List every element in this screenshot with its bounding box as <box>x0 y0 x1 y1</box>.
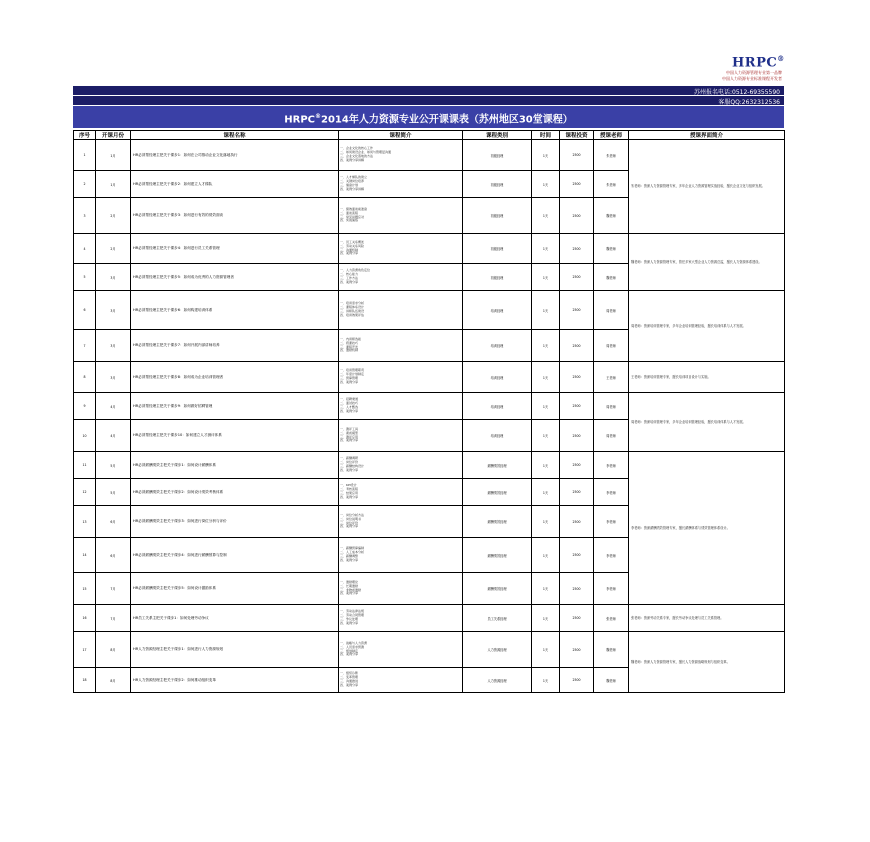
course-category: 培训经理 <box>463 393 532 420</box>
course-category: 人力资源经理 <box>463 668 532 693</box>
row-month: 7月 <box>96 605 131 632</box>
course-time: 1天 <box>532 452 560 479</box>
column-header: 授课老师 <box>594 131 629 140</box>
row-month: 6月 <box>96 538 131 573</box>
row-number: 3 <box>74 198 96 234</box>
course-teacher: 李老师 <box>594 452 629 479</box>
row-month: 7月 <box>96 573 131 605</box>
course-brief: 一、培训需求分析 二、课程体系设计 三、讲师队伍建设 四、培训效果评估 <box>339 291 463 330</box>
course-time: 1天 <box>532 330 560 362</box>
course-brief: 一、绩效面谈前准备 二、面谈流程 三、常见问题应对 四、实战演练 <box>339 198 463 234</box>
course-name: HR必须薪酬绩效主把关于课步2：如何设计绩效考核体系 <box>131 479 339 506</box>
course-time: 1天 <box>532 362 560 393</box>
course-category: 培训经理 <box>463 291 532 330</box>
course-teacher: 魏老师 <box>594 198 629 234</box>
course-teacher: 周老师 <box>594 330 629 362</box>
course-name: HR人力资源经理主把关于课步2：如何推动组织变革 <box>131 668 339 693</box>
course-name: HR必须帮经理主把关于课步8：如何成为企业培训管理者 <box>131 362 339 393</box>
page-title: HRPC®2014年人力资源专业公开课课表（苏州地区30堂课程） <box>73 106 784 128</box>
column-header: 开课月份 <box>96 131 131 140</box>
course-category: 薪酬绩效经理 <box>463 538 532 573</box>
course-brief: 一、内训师选拔 二、授课技巧 三、课程开发 四、激励机制 <box>339 330 463 362</box>
table-row <box>74 291 785 330</box>
course-time: 1天 <box>532 234 560 264</box>
teacher-intro: 周老师：资深培训管理专家，多年企业培训管理经验，擅长培训体系与人才发展。 <box>629 393 785 452</box>
course-name: HR员工关系主把关于课步1：如何处理劳动争议 <box>131 605 339 632</box>
course-brief: 一、测评工具 二、素质模型 三、测评应用 四、案例分享 <box>339 420 463 452</box>
contact-bar-qq <box>73 96 784 105</box>
row-month: 1月 <box>96 140 131 171</box>
course-name: HR必须帮经理主把关于课步5：如何成为优秀的人力资源管理者 <box>131 264 339 291</box>
course-brief: 一、薪酬预算编制 二、人工成本分析 三、薪酬调整 四、案例分享 <box>339 538 463 573</box>
teacher-intro: 王老师：资深培训管理专家，擅长培训项目设计与实施。 <box>629 362 785 393</box>
course-brief: 一、员工关系概述 二、劳动关系风险 三、沟通机制 四、案例分享 <box>339 234 463 264</box>
course-teacher: 李老师 <box>594 506 629 538</box>
course-fee: 2500 <box>560 171 594 198</box>
contact-qq: 客服QQ:2632312536 <box>718 99 780 106</box>
table-row <box>74 234 785 264</box>
column-header: 课程投资 <box>560 131 594 140</box>
table-row <box>74 605 785 632</box>
course-name: HR必须帮经理主把关于课步2：如何建立人才梯队 <box>131 171 339 198</box>
course-category: 薪酬绩效经理 <box>463 573 532 605</box>
row-number: 1 <box>74 140 96 171</box>
course-fee: 2500 <box>560 420 594 452</box>
column-header: 时间 <box>532 131 560 140</box>
course-table <box>73 130 785 693</box>
row-month: 2月 <box>96 198 131 234</box>
course-brief: 一、人力资源角色定位 二、核心能力 三、工作方法 四、案例分享 <box>339 264 463 291</box>
course-time: 1天 <box>532 538 560 573</box>
course-time: 1天 <box>532 393 560 420</box>
course-name: HR必须薪酬绩效主把关于课步4：如何进行薪酬预算与控制 <box>131 538 339 573</box>
course-category: 初级经理 <box>463 171 532 198</box>
course-brief: 一、企业文化的核心工作 二、如何建设企业、如何与管理层沟通 三、企业文化落地的方法 四、案例分享讲解 <box>339 140 463 171</box>
course-fee: 2500 <box>560 605 594 632</box>
course-teacher: 朱老师 <box>594 171 629 198</box>
row-number: 2 <box>74 171 96 198</box>
course-name: HR必须帮经理主把关于课步1：如何在公司推动企业文化落地执行 <box>131 140 339 171</box>
row-number: 9 <box>74 393 96 420</box>
course-brief: 一、组织诊断 二、变革管理 三、沟通推进 四、案例分享 <box>339 668 463 693</box>
course-fee: 2500 <box>560 479 594 506</box>
course-time: 1天 <box>532 632 560 668</box>
row-month: 1月 <box>96 171 131 198</box>
teacher-intro: 张老师：资深劳动关系专家，擅长劳动争议处理与员工关系管理。 <box>629 605 785 632</box>
row-number: 17 <box>74 632 96 668</box>
row-month: 3月 <box>96 264 131 291</box>
row-number: 14 <box>74 538 96 573</box>
course-brief: 一、劳动法律法规 二、劳动合同管理 三、争议处理 四、案例分享 <box>339 605 463 632</box>
course-fee: 2500 <box>560 506 594 538</box>
row-month: 3月 <box>96 330 131 362</box>
course-category: 培训经理 <box>463 362 532 393</box>
course-fee: 2500 <box>560 632 594 668</box>
table-row <box>74 393 785 420</box>
column-header: 课程简介 <box>339 131 463 140</box>
course-teacher: 周老师 <box>594 393 629 420</box>
course-brief: 一、KPI设计 二、考核流程 三、结果应用 四、案例分享 <box>339 479 463 506</box>
course-fee: 2500 <box>560 538 594 573</box>
row-number: 8 <box>74 362 96 393</box>
table-row <box>74 140 785 171</box>
row-number: 7 <box>74 330 96 362</box>
table-row <box>74 632 785 668</box>
course-teacher: 李老师 <box>594 573 629 605</box>
course-time: 1天 <box>532 668 560 693</box>
course-fee: 2500 <box>560 264 594 291</box>
tagline-primary: 中国人力资源管理专业第一品牌 <box>726 70 782 75</box>
course-brief: 一、培训管理职责 二、年度计划制定 三、预算管理 四、案例分享 <box>339 362 463 393</box>
course-fee: 2500 <box>560 234 594 264</box>
course-teacher: 魏老师 <box>594 668 629 693</box>
row-number: 6 <box>74 291 96 330</box>
course-time: 1天 <box>532 506 560 538</box>
table-body <box>74 140 785 693</box>
table-row <box>74 452 785 479</box>
course-category: 人力资源经理 <box>463 632 532 668</box>
course-brief: 一、激励理论 二、长期激励 三、非物质激励 四、案例分享 <box>339 573 463 605</box>
course-teacher: 周老师 <box>594 420 629 452</box>
course-brief: 一、战略与人力资源 二、人员需求预测 三、规划制定 四、案例分享 <box>339 632 463 668</box>
column-header: 课程类别 <box>463 131 532 140</box>
row-month: 3月 <box>96 362 131 393</box>
teacher-intro: 魏老师：资深人力资源管理专家，曾任多家大型企业人力资源总监，擅长人力资源体系建设。 <box>629 234 785 291</box>
course-brief: 一、招聘渠道 二、面试技巧 三、人才甄选 四、案例分享 <box>339 393 463 420</box>
course-time: 1天 <box>532 479 560 506</box>
teacher-intro: 周老师：资深培训管理专家，多年企业培训管理经验，擅长培训体系与人才发展。 <box>629 291 785 362</box>
course-fee: 2500 <box>560 393 594 420</box>
row-number: 11 <box>74 452 96 479</box>
course-category: 初级经理 <box>463 234 532 264</box>
course-teacher: 张老师 <box>594 605 629 632</box>
teacher-intro: 李老师：资深薪酬绩效管理专家，擅长薪酬体系与绩效管理体系设计。 <box>629 452 785 605</box>
course-category: 初级经理 <box>463 140 532 171</box>
course-fee: 2500 <box>560 330 594 362</box>
course-time: 1天 <box>532 420 560 452</box>
course-name: HR必须帮经理主把关于课步3：如何进行有效的绩效面谈 <box>131 198 339 234</box>
course-name: HR必须帮经理主把关于课步7：如何开展内部讲师培养 <box>131 330 339 362</box>
course-time: 1天 <box>532 573 560 605</box>
course-teacher: 魏老师 <box>594 632 629 668</box>
row-month: 5月 <box>96 452 131 479</box>
row-month: 5月 <box>96 479 131 506</box>
course-name: HR必须薪酬绩效主把关于课步5：如何设计激励体系 <box>131 573 339 605</box>
row-month: 4月 <box>96 393 131 420</box>
course-teacher: 魏老师 <box>594 264 629 291</box>
course-brief: 一、岗位分析方法 二、岗位说明书 三、岗位评价 四、案例分享 <box>339 506 463 538</box>
course-teacher: 周老师 <box>594 291 629 330</box>
row-month: 4月 <box>96 420 131 452</box>
column-header: 授课界面简介 <box>629 131 785 140</box>
column-header: 序号 <box>74 131 96 140</box>
course-category: 薪酬绩效经理 <box>463 452 532 479</box>
row-month: 3月 <box>96 291 131 330</box>
course-category: 培训经理 <box>463 420 532 452</box>
row-month: 2月 <box>96 234 131 264</box>
course-time: 1天 <box>532 605 560 632</box>
teacher-intro: 朱老师：资深人力资源管理专家，多年企业人力资源管理实战经验，擅长企业文化与组织发展。 <box>629 140 785 234</box>
course-fee: 2500 <box>560 362 594 393</box>
row-number: 18 <box>74 668 96 693</box>
course-name: HR必须帮经理主把关于课步4：如何进行员工关系管理 <box>131 234 339 264</box>
course-category: 初级经理 <box>463 198 532 234</box>
course-teacher: 朱老师 <box>594 140 629 171</box>
course-teacher: 王老师 <box>594 362 629 393</box>
course-teacher: 李老师 <box>594 479 629 506</box>
row-month: 8月 <box>96 632 131 668</box>
course-fee: 2500 <box>560 140 594 171</box>
course-name: HR必须薪酬绩效主把关于课步3：如何进行岗位分析与评价 <box>131 506 339 538</box>
course-category: 初级经理 <box>463 264 532 291</box>
row-number: 12 <box>74 479 96 506</box>
table-row <box>74 362 785 393</box>
course-time: 1天 <box>532 291 560 330</box>
course-time: 1天 <box>532 171 560 198</box>
course-fee: 2500 <box>560 668 594 693</box>
course-brief: 一、薪酬调研 二、岗位评价 三、薪酬结构设计 四、案例分享 <box>339 452 463 479</box>
course-fee: 2500 <box>560 573 594 605</box>
contact-bar-phone <box>73 86 784 95</box>
row-number: 4 <box>74 234 96 264</box>
course-brief: 一、人才梯队的建立 二、关键岗位培养 三、储备计划 四、案例分享讲解 <box>339 171 463 198</box>
column-header: 课程名称 <box>131 131 339 140</box>
row-number: 5 <box>74 264 96 291</box>
row-number: 13 <box>74 506 96 538</box>
course-fee: 2500 <box>560 198 594 234</box>
course-time: 1天 <box>532 264 560 291</box>
tagline-secondary: 中国人力资源专业标准课程开发者 <box>722 76 782 81</box>
row-month: 6月 <box>96 506 131 538</box>
row-month: 8月 <box>96 668 131 693</box>
course-category: 薪酬绩效经理 <box>463 506 532 538</box>
course-teacher: 魏老师 <box>594 234 629 264</box>
course-name: HR必须薪酬绩效主把关于课步1：如何设计薪酬体系 <box>131 452 339 479</box>
contact-phone: 苏州报名电话:0512-69355590 <box>694 89 780 96</box>
teacher-intro: 魏老师：资深人力资源管理专家，擅长人力资源战略规划与组织变革。 <box>629 632 785 693</box>
course-name: HR必须帮经理主把关于课步9：如何做好招聘管理 <box>131 393 339 420</box>
course-fee: 2500 <box>560 452 594 479</box>
hrpc-logo: HRPC® <box>732 54 785 71</box>
course-fee: 2500 <box>560 291 594 330</box>
course-category: 员工关系经理 <box>463 605 532 632</box>
course-category: 薪酬绩效经理 <box>463 479 532 506</box>
row-number: 15 <box>74 573 96 605</box>
course-name: HR人力资源经理主把关于课步1：如何进行人力资源规划 <box>131 632 339 668</box>
row-number: 16 <box>74 605 96 632</box>
course-teacher: 李老师 <box>594 538 629 573</box>
row-number: 10 <box>74 420 96 452</box>
course-time: 1天 <box>532 140 560 171</box>
course-category: 培训经理 <box>463 330 532 362</box>
course-name: HR必须帮经理主把关于课步6：如何构建培训体系 <box>131 291 339 330</box>
course-time: 1天 <box>532 198 560 234</box>
course-name: HR必须帮经理主把关于课步10：如何建立人才测评体系 <box>131 420 339 452</box>
table-header-row <box>74 131 785 140</box>
